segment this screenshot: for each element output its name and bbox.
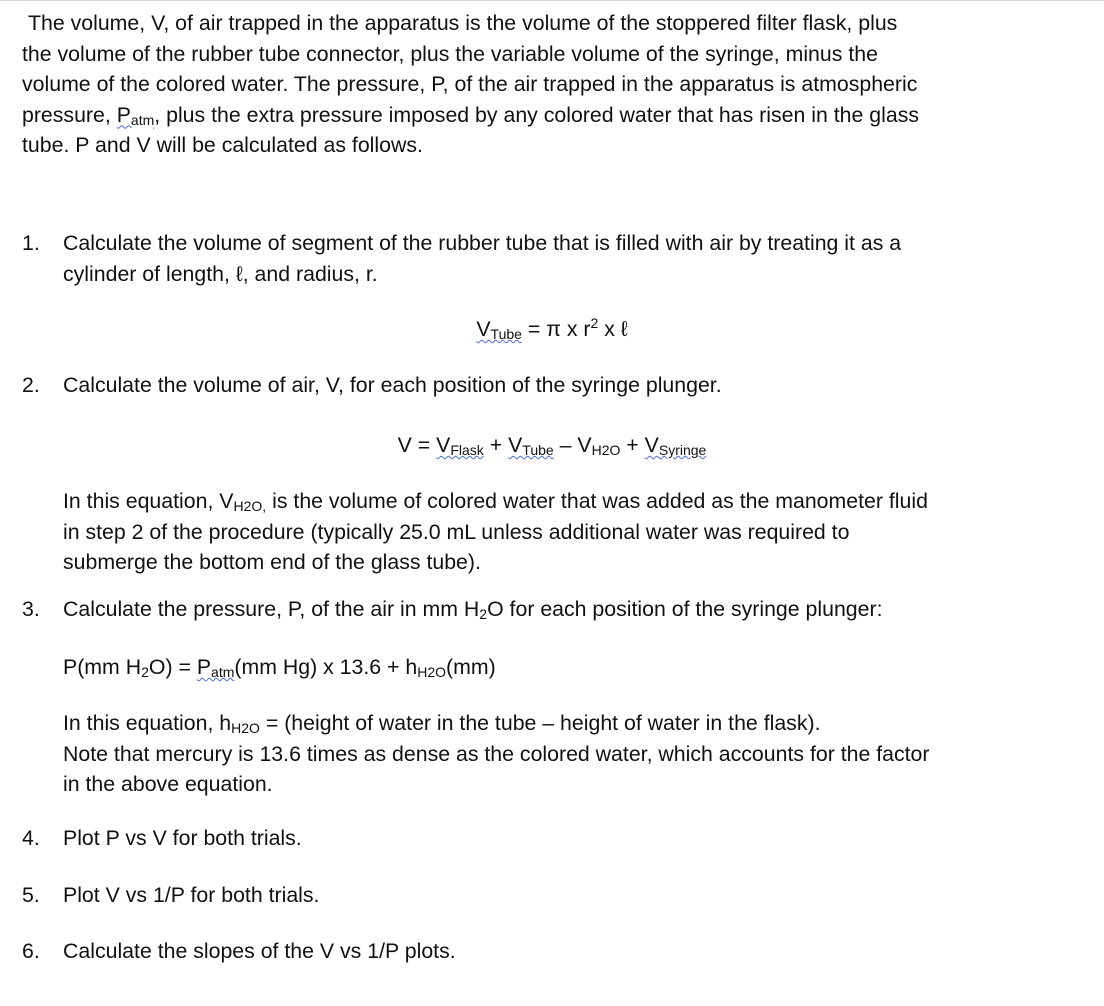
step-text: Calculate the pressure, P, of the air in mm $H_2O$ for each position of the syringe plunger:: [63, 597, 883, 622]
tube-volume-equation: $V_{Tube} = \pi$ x $r^2$ x ℓ: [476, 315, 628, 342]
step-text: Calculate the slopes of the V vs 1/P plots.: [63, 939, 456, 963]
step-text: Plot P vs V for both trials.: [63, 826, 302, 850]
top-divider: [0, 0, 1104, 1]
intro-line-2: the volume of the rubber tube connector, plus the variable volume of the syringe, minus the: [22, 41, 878, 66]
intro-line-1: The volume, V, of air trapped in the apparatus is the volume of the stoppered filter flask, plus: [28, 11, 898, 35]
step-3-note: In this equation, $h_{H2O}$ = (height of water in the tube – height of water in the flask). Note that mercury is 13.6 times as dense as the colored water, which accounts for the factor in the above equation.: [63, 711, 930, 796]
step-number: 1.: [22, 231, 40, 255]
step-number: 4.: [22, 826, 40, 850]
step-text: Calculate the volume of air, V, for each position of the syringe plunger.: [63, 373, 722, 397]
step-2-note: In this equation, $V_{H2O,}$ is the volume of colored water that was added as the manometer fluid in step 2 of the procedure (typically 25.0 mL unless additional water was required to submerge the bottom end of the glass tube).: [63, 489, 928, 574]
intro-paragraph: [22, 8, 1092, 161]
pressure-equation: P(mm $H_2O) = P_{atm}(mm$ Hg) x $13.6 + h_{H2O}(mm)$: [63, 655, 496, 680]
step-number: 6.: [22, 939, 40, 963]
p-atm-symbol: $P_{atm}$: [116, 102, 155, 128]
step-text: Calculate the volume of segment of the rubber tube that is filled with air by treating it as a cylinder of length, ℓ, and radius, r.: [63, 231, 902, 286]
step-text: Plot V vs 1/P for both trials.: [63, 883, 320, 907]
step-number: 2.: [22, 373, 40, 397]
step-number: 5.: [22, 883, 40, 907]
intro-line-3: volume of the colored water. The pressure, P, of the air trapped in the apparatus is atmospheric: [22, 72, 918, 96]
step-number: 3.: [22, 597, 40, 621]
intro-line-5: tube. P and V will be calculated as follows.: [22, 133, 423, 157]
intro-line-4: pressure, $P_{atm}$, plus the extra pressure imposed by any colored water that has risen in the glass: [22, 102, 919, 128]
document-page: [22, 8, 1092, 963]
air-volume-equation: $V = V_{Flask} + V_{Tube} - V_{H2O} + V_{Syringe}$: [397, 433, 707, 458]
